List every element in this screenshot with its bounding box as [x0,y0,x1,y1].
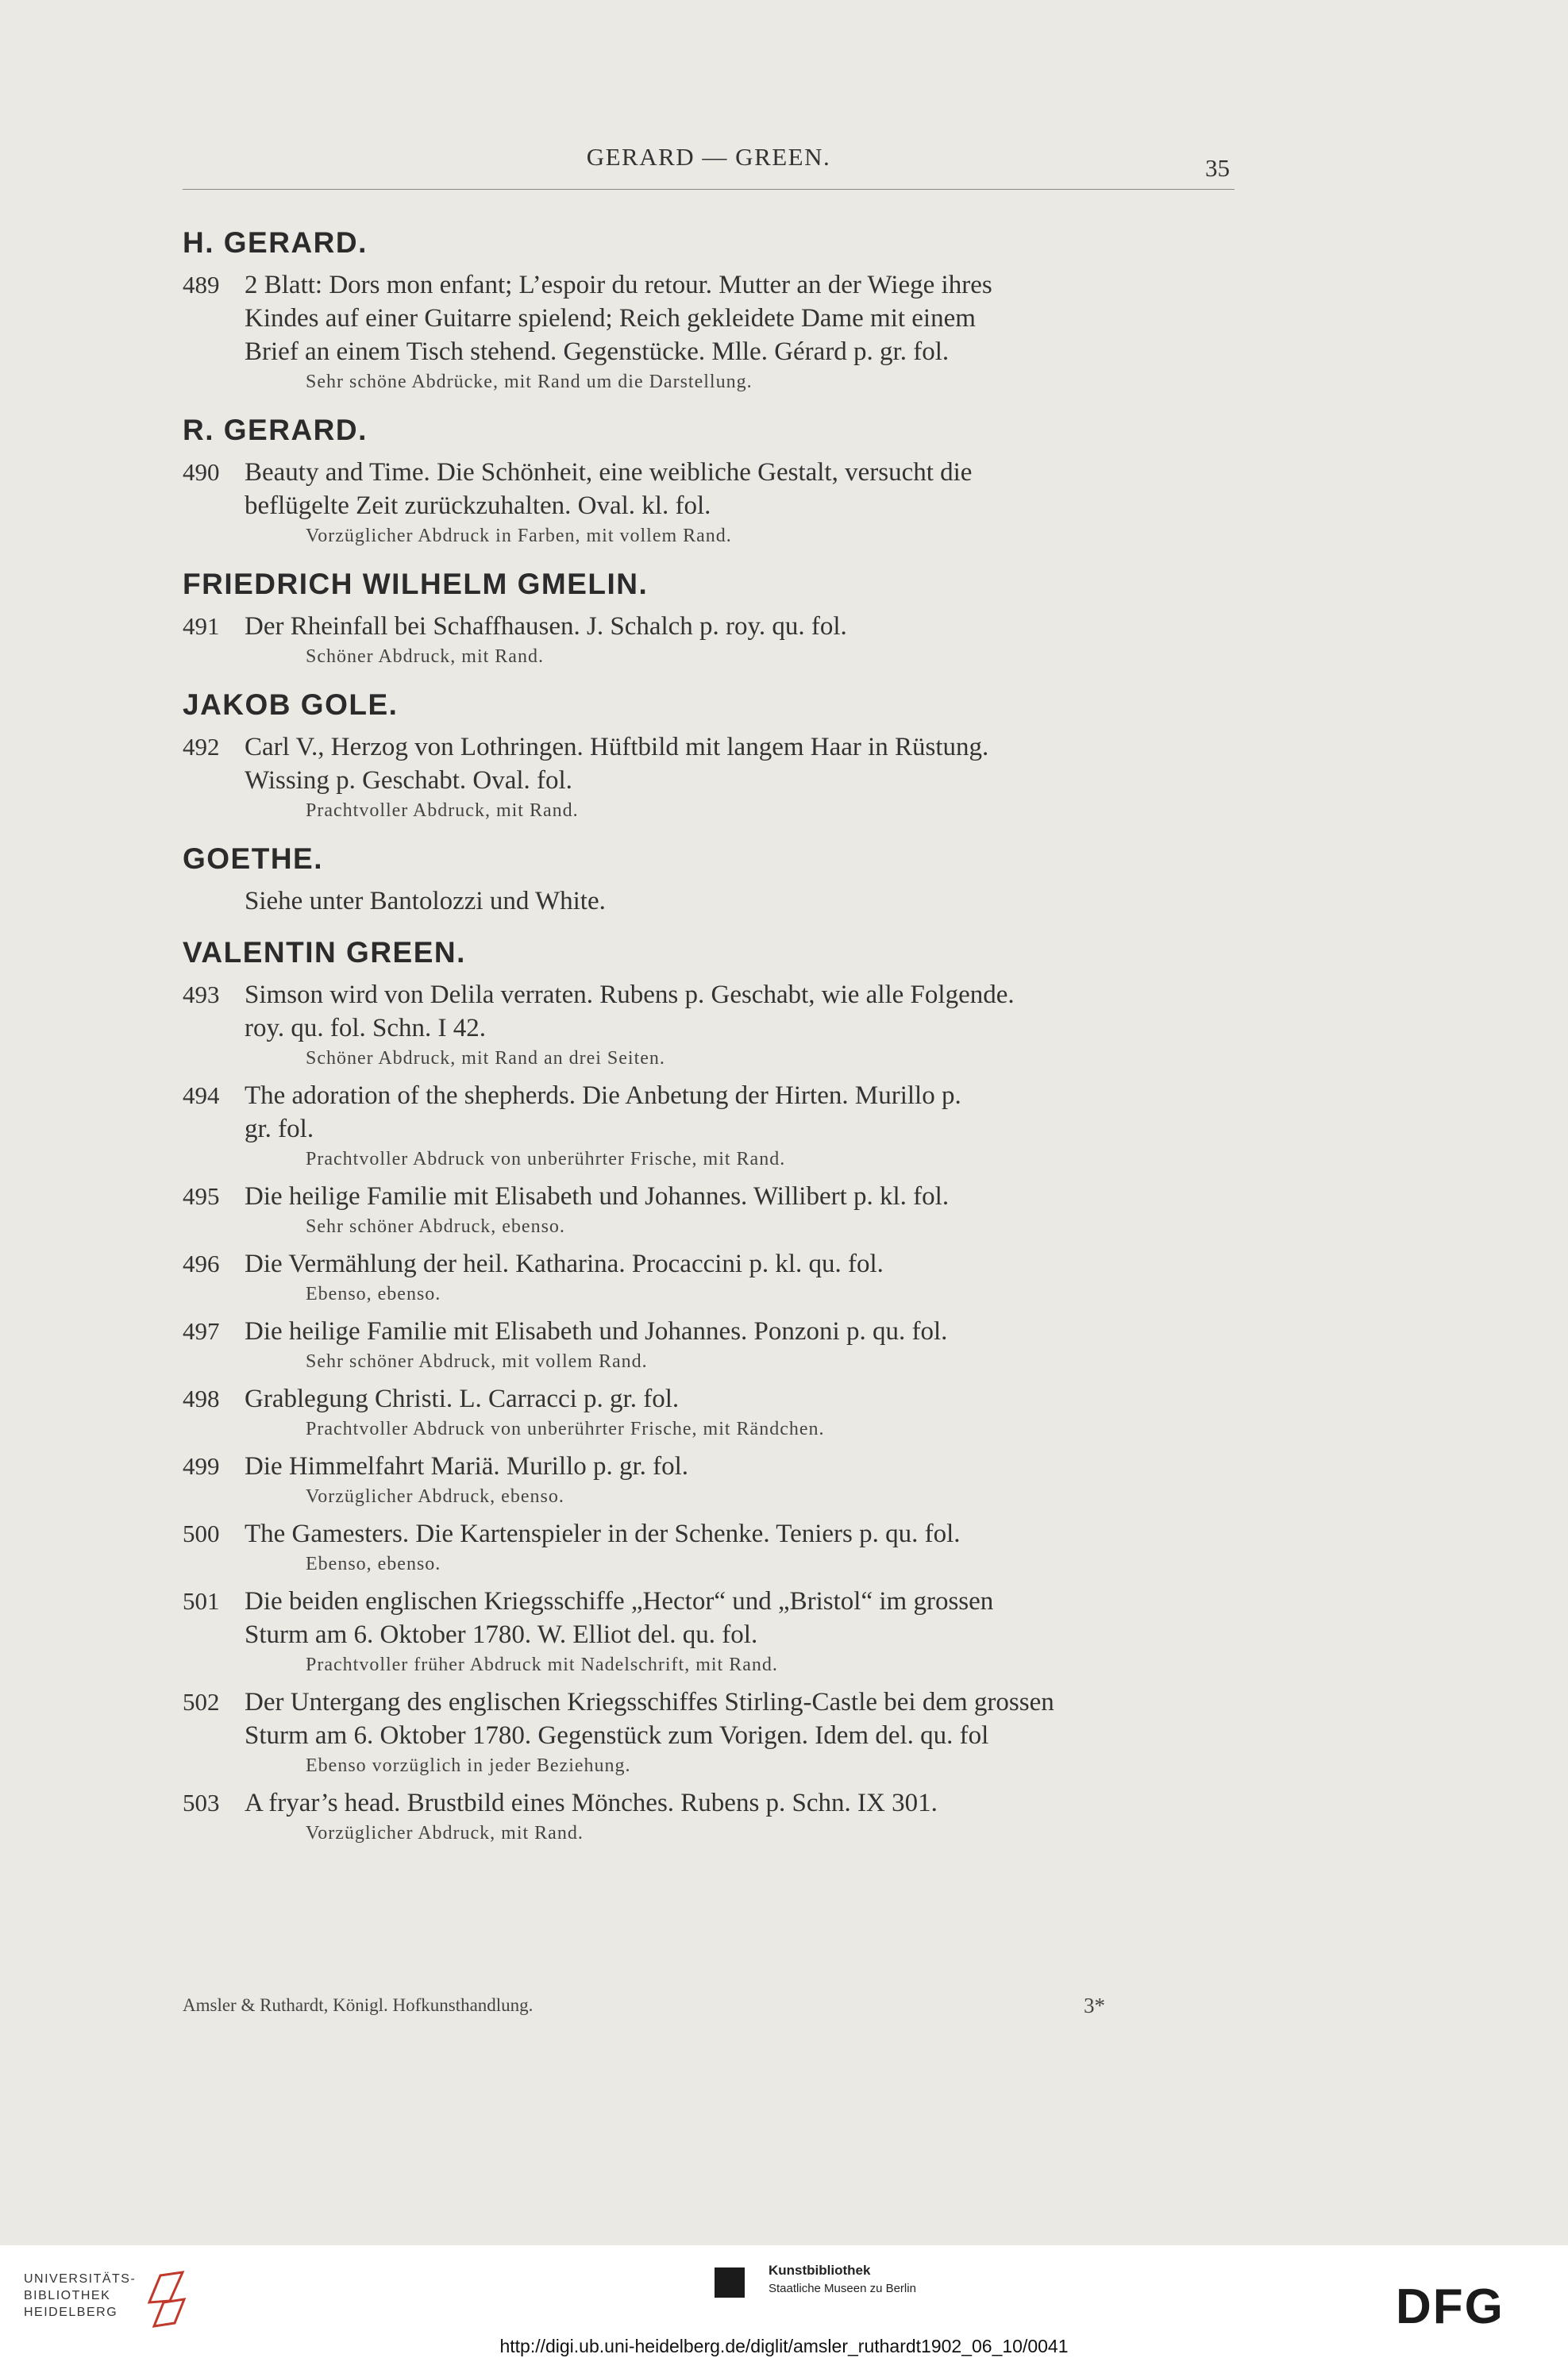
catalog-entry [183,1585,1239,1678]
page-url-link[interactable]: http://digi.ub.uni-heidelberg.de/diglit/amsler_ruthardt1902_06_10/0041 [499,2336,1069,2356]
entry-text: Der Untergang des englischen Kriegsschiffes Stirling-Castle bei dem grossen [245,1688,1054,1716]
page-footer [183,1995,1254,2016]
entry-note: Prachtvoller Abdruck, mit Rand. [306,800,579,821]
catalog-entry [183,1450,1239,1510]
entry-note: Schöner Abdruck, mit Rand. [306,646,544,667]
artist-heading: GOETHE. [183,842,324,875]
catalog-entry [183,1247,1239,1308]
entry-note: Vorzüglicher Abdruck, ebenso. [306,1486,564,1507]
entry-note: Sehr schöne Abdrücke, mit Rand um die Darstellung. [306,372,753,392]
publisher-imprint: Amsler & Ruthardt, Königl. Hofkunsthandlung. [183,1995,534,2015]
entry-number: 492 [183,733,220,761]
catalog-content [183,224,1239,1854]
digitization-banner [0,2245,1568,2358]
entry-note: Prachtvoller Abdruck von unberührter Frische, mit Rand. [306,1149,786,1169]
entry-number: 495 [183,1182,220,1210]
university-mark-icon [143,2271,191,2331]
entry-text: beflügelte Zeit zurückzuhalten. Oval. kl. fol. [245,491,711,520]
catalog-entry [183,1180,1239,1240]
entry-number: 490 [183,458,220,486]
artist-heading: R. GERARD. [183,414,368,446]
cross-reference-text: Siehe unter Bantolozzi und White. [245,887,606,915]
entry-number: 503 [183,1789,220,1817]
running-header [183,143,1235,190]
entry-number: 489 [183,271,220,299]
entry-note: Vorzüglicher Abdruck in Farben, mit vollem Rand. [306,526,732,546]
catalog-entry [183,1382,1239,1443]
catalog-entry [183,1079,1239,1173]
entry-text: Die heilige Familie mit Elisabeth und Johannes. Ponzoni p. qu. fol. [245,1317,948,1346]
entry-text: Brief an einem Tisch stehend. Gegenstücke. Mlle. Gérard p. gr. fol. [245,337,950,366]
entry-number: 494 [183,1081,220,1109]
entry-text: Carl V., Herzog von Lothringen. Hüftbild mit langem Haar in Rüstung. [245,733,989,761]
signature-mark: 3* [1084,1994,1105,2017]
entry-text: roy. qu. fol. Schn. I 42. [245,1014,486,1042]
university-library-logo[interactable]: UNIVERSITÄTS- BIBLIOTHEK HEIDELBERG [24,2271,195,2331]
entry-text: Die beiden englischen Kriegsschiffe „Hector“ und „Bristol“ im grossen [245,1587,994,1616]
entry-number: 499 [183,1452,220,1480]
catalog-entry [183,456,1239,549]
entry-text: Kindes auf einer Guitarre spielend; Reich gekleidete Dame mit einem [245,304,976,333]
entry-text: Der Rheinfall bei Schaffhausen. J. Schalch p. roy. qu. fol. [245,612,847,641]
entry-number: 491 [183,612,220,640]
entry-number: 501 [183,1587,220,1615]
artist-heading: FRIEDRICH WILHELM GMELIN. [183,568,649,600]
entry-text: Beauty and Time. Die Schönheit, eine weibliche Gestalt, versucht die [245,458,973,487]
artist-heading: H. GERARD. [183,226,368,259]
entry-text: Die heilige Familie mit Elisabeth und Johannes. Willibert p. kl. fol. [245,1182,950,1211]
entry-text: The adoration of the shepherds. Die Anbetung der Hirten. Murillo p. [245,1081,961,1110]
cross-reference [183,884,1239,918]
entry-number: 497 [183,1317,220,1345]
page-number: 35 [1205,154,1230,182]
entry-text: 2 Blatt: Dors mon enfant; L’espoir du retour. Mutter an der Wiege ihres [245,271,992,299]
entry-note: Sehr schöner Abdruck, ebenso. [306,1216,565,1237]
entry-text: Die Himmelfahrt Mariä. Murillo p. gr. fol. [245,1452,689,1481]
entry-note: Prachtvoller Abdruck von unberührter Frische, mit Rändchen. [306,1419,825,1439]
entry-text: gr. fol. [245,1115,314,1143]
entry-number: 498 [183,1385,220,1412]
entry-number: 493 [183,981,220,1008]
catalog-entry [183,1786,1239,1847]
entry-text: Sturm am 6. Oktober 1780. Gegenstück zum Vorigen. Idem del. qu. fol [245,1721,989,1750]
entry-note: Ebenso vorzüglich in jeder Beziehung. [306,1755,631,1776]
entry-note: Sehr schöner Abdruck, mit vollem Rand. [306,1351,648,1372]
entry-text: Grablegung Christi. L. Carracci p. gr. fol. [245,1385,680,1413]
entry-text: A fryar’s head. Brustbild eines Mönches. Rubens p. Schn. IX 301. [245,1789,938,1817]
entry-text: The Gamesters. Die Kartenspieler in der Schenke. Teniers p. qu. fol. [245,1520,961,1548]
catalog-entry [183,1686,1239,1779]
catalog-entry [183,268,1239,395]
artist-heading: JAKOB GOLE. [183,688,399,721]
entry-note: Vorzüglicher Abdruck, mit Rand. [306,1823,584,1844]
entry-note: Ebenso, ebenso. [306,1554,441,1574]
running-title: GERARD — GREEN. [586,143,831,171]
artist-heading: VALENTIN GREEN. [183,936,466,969]
entry-number: 500 [183,1520,220,1547]
kunstbibliothek-mark-icon [715,2267,745,2298]
catalog-entry [183,730,1239,824]
catalog-entry [183,1517,1239,1578]
entry-note: Ebenso, ebenso. [306,1284,441,1304]
entry-number: 502 [183,1688,220,1716]
catalog-entry [183,978,1239,1072]
entry-text: Sturm am 6. Oktober 1780. W. Elliot del. qu. fol. [245,1620,758,1649]
entry-note: Prachtvoller früher Abdruck mit Nadelschrift, mit Rand. [306,1655,778,1675]
dfg-logo[interactable]: DFG [1396,2279,1504,2334]
entry-note: Schöner Abdruck, mit Rand an drei Seiten. [306,1048,665,1069]
catalog-entry [183,1315,1239,1375]
entry-text: Die Vermählung der heil. Katharina. Procaccini p. kl. qu. fol. [245,1250,884,1278]
entry-text: Wissing p. Geschabt. Oval. fol. [245,766,572,795]
entry-text: Simson wird von Delila verraten. Rubens p. Geschabt, wie alle Folgende. [245,981,1015,1009]
entry-number: 496 [183,1250,220,1277]
catalog-entry [183,610,1239,670]
kunstbibliothek-logo[interactable]: Kunstbibliothek Staatliche Museen zu Berlin [715,2263,953,2326]
